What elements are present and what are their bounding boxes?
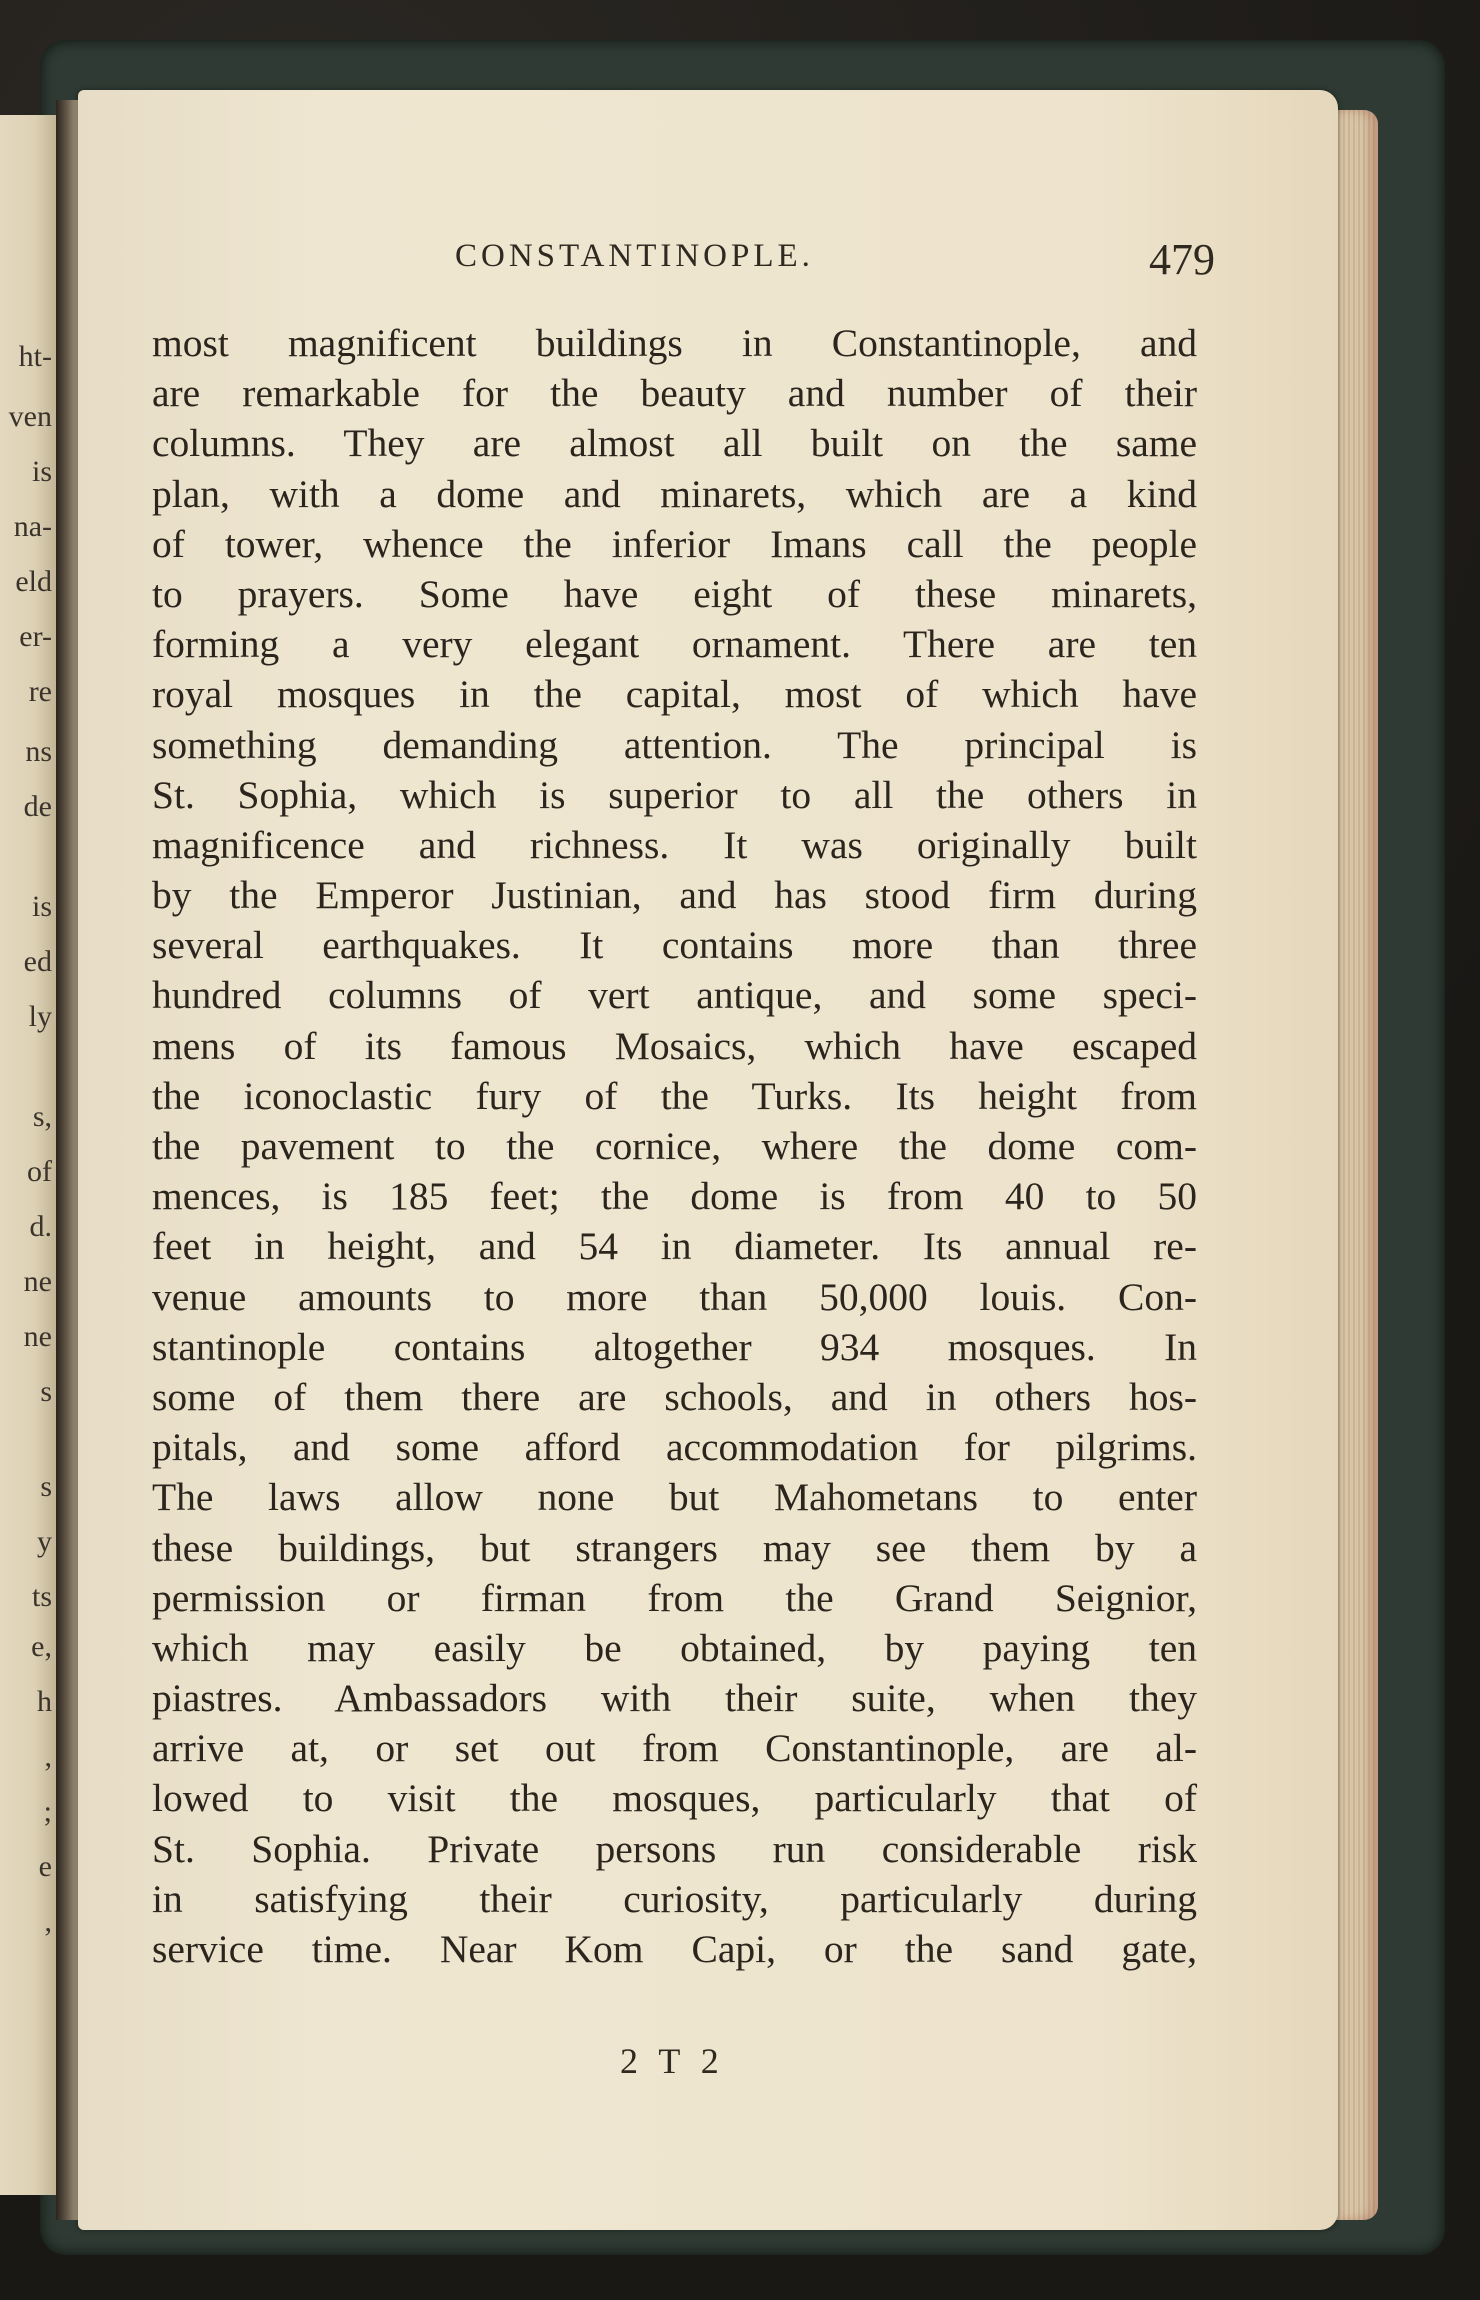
running-head: CONSTANTINOPLE. — [455, 238, 814, 274]
text-line: columns. They are almost all built on the same — [152, 421, 1197, 466]
facing-page-fragment: ts — [31, 1580, 52, 1613]
facing-page-fragment: is — [31, 890, 52, 923]
page-header — [455, 235, 1215, 298]
facing-page-fragment: na- — [13, 510, 52, 543]
text-line: most magnificent buildings in Constantinople, and — [152, 321, 1197, 365]
text-line: St. Sophia. Private persons run considerable risk — [152, 1826, 1197, 1871]
text-line: to prayers. Some have eight of these minarets, — [152, 571, 1197, 616]
facing-page-fragment: re — [28, 675, 52, 708]
facing-page-fragment: s — [40, 1375, 52, 1408]
facing-page-fragment: e — [38, 1850, 52, 1883]
facing-page-fragment: , — [44, 1905, 52, 1938]
text-line: magnificence and richness. It was originally built — [152, 822, 1197, 867]
signature-mark: 2 T 2 — [620, 2041, 725, 2081]
facing-page-fragment: s, — [32, 1100, 52, 1133]
facing-page-fragment: d. — [29, 1210, 52, 1243]
text-line: feet in height, and 54 in diameter. Its annual re- — [152, 1224, 1197, 1269]
text-line: which may easily be obtained, by paying ten — [152, 1625, 1197, 1670]
facing-page-fragment: h — [37, 1685, 52, 1718]
facing-page-fragment: e, — [31, 1630, 52, 1663]
text-line: arrive at, or set out from Constantinople, are al- — [152, 1726, 1197, 1771]
text-line: hundred columns of vert antique, and some speci- — [152, 973, 1197, 1018]
text-line: mens of its famous Mosaics, which have escaped — [152, 1023, 1197, 1068]
facing-page-fragment: er- — [19, 620, 52, 653]
text-line: in satisfying their curiosity, particularly during — [152, 1876, 1197, 1921]
facing-page-fragment: ne — [23, 1320, 52, 1353]
text-line: lowed to visit the mosques, particularly that of — [152, 1776, 1197, 1821]
text-line: mences, is 185 feet; the dome is from 40 to 50 — [152, 1174, 1197, 1219]
facing-page-fragment: s — [40, 1470, 52, 1503]
text-line: of tower, whence the inferior Imans call the people — [152, 521, 1197, 566]
facing-page-fragment: ; — [43, 1795, 52, 1828]
text-line: plan, with a dome and minarets, which are a kind — [152, 471, 1197, 516]
facing-page-fragment: y — [37, 1525, 52, 1558]
text-line: forming a very elegant ornament. There are ten — [152, 622, 1197, 667]
facing-page-fragment: ly — [28, 1000, 52, 1033]
facing-page-fragment: eld — [15, 565, 52, 598]
facing-page-fragment: de — [23, 790, 52, 823]
text-line: stantinople contains altogether 934 mosques. In — [152, 1324, 1197, 1369]
text-line: The laws allow none but Mahometans to enter — [152, 1475, 1197, 1520]
facing-page-fragment: ht- — [18, 340, 52, 373]
text-line: the pavement to the cornice, where the dome com- — [152, 1124, 1197, 1168]
text-line: permission or firman from the Grand Seignior, — [152, 1575, 1197, 1620]
page-number: 479 — [1149, 235, 1215, 284]
facing-page-fragment: ven — [8, 400, 52, 433]
text-line: these buildings, but strangers may see them by a — [152, 1525, 1197, 1570]
facing-page-fragment: , — [44, 1740, 52, 1773]
text-line: some of them there are schools, and in others hos- — [152, 1374, 1197, 1419]
text-line: venue amounts to more than 50,000 louis. Con- — [152, 1274, 1197, 1319]
text-line: St. Sophia, which is superior to all the others in — [152, 772, 1197, 817]
text-line: several earthquakes. It contains more than three — [152, 923, 1197, 968]
facing-page-fragment: is — [31, 455, 52, 488]
facing-page-fragment: ns — [25, 735, 52, 768]
text-line: are remarkable for the beauty and number of their — [152, 371, 1197, 416]
text-line: pitals, and some afford accommodation for pilgrims. — [152, 1425, 1197, 1470]
text-line: the iconoclastic fury of the Turks. Its height from — [152, 1073, 1197, 1118]
text-line: by the Emperor Justinian, and has stood firm during — [152, 873, 1197, 918]
body-text — [152, 318, 1197, 1974]
text-line: something demanding attention. The principal is — [152, 722, 1197, 767]
text-line: service time. Near Kom Capi, or the sand gate, — [152, 1927, 1197, 1971]
facing-page-fragment: ne — [23, 1265, 52, 1298]
facing-page-fragment: ed — [23, 945, 52, 978]
text-line: piastres. Ambassadors with their suite, when they — [152, 1676, 1197, 1721]
facing-page-fragment: of — [27, 1155, 52, 1188]
text-line: royal mosques in the capital, most of which have — [152, 672, 1197, 717]
facing-page — [0, 115, 58, 2195]
